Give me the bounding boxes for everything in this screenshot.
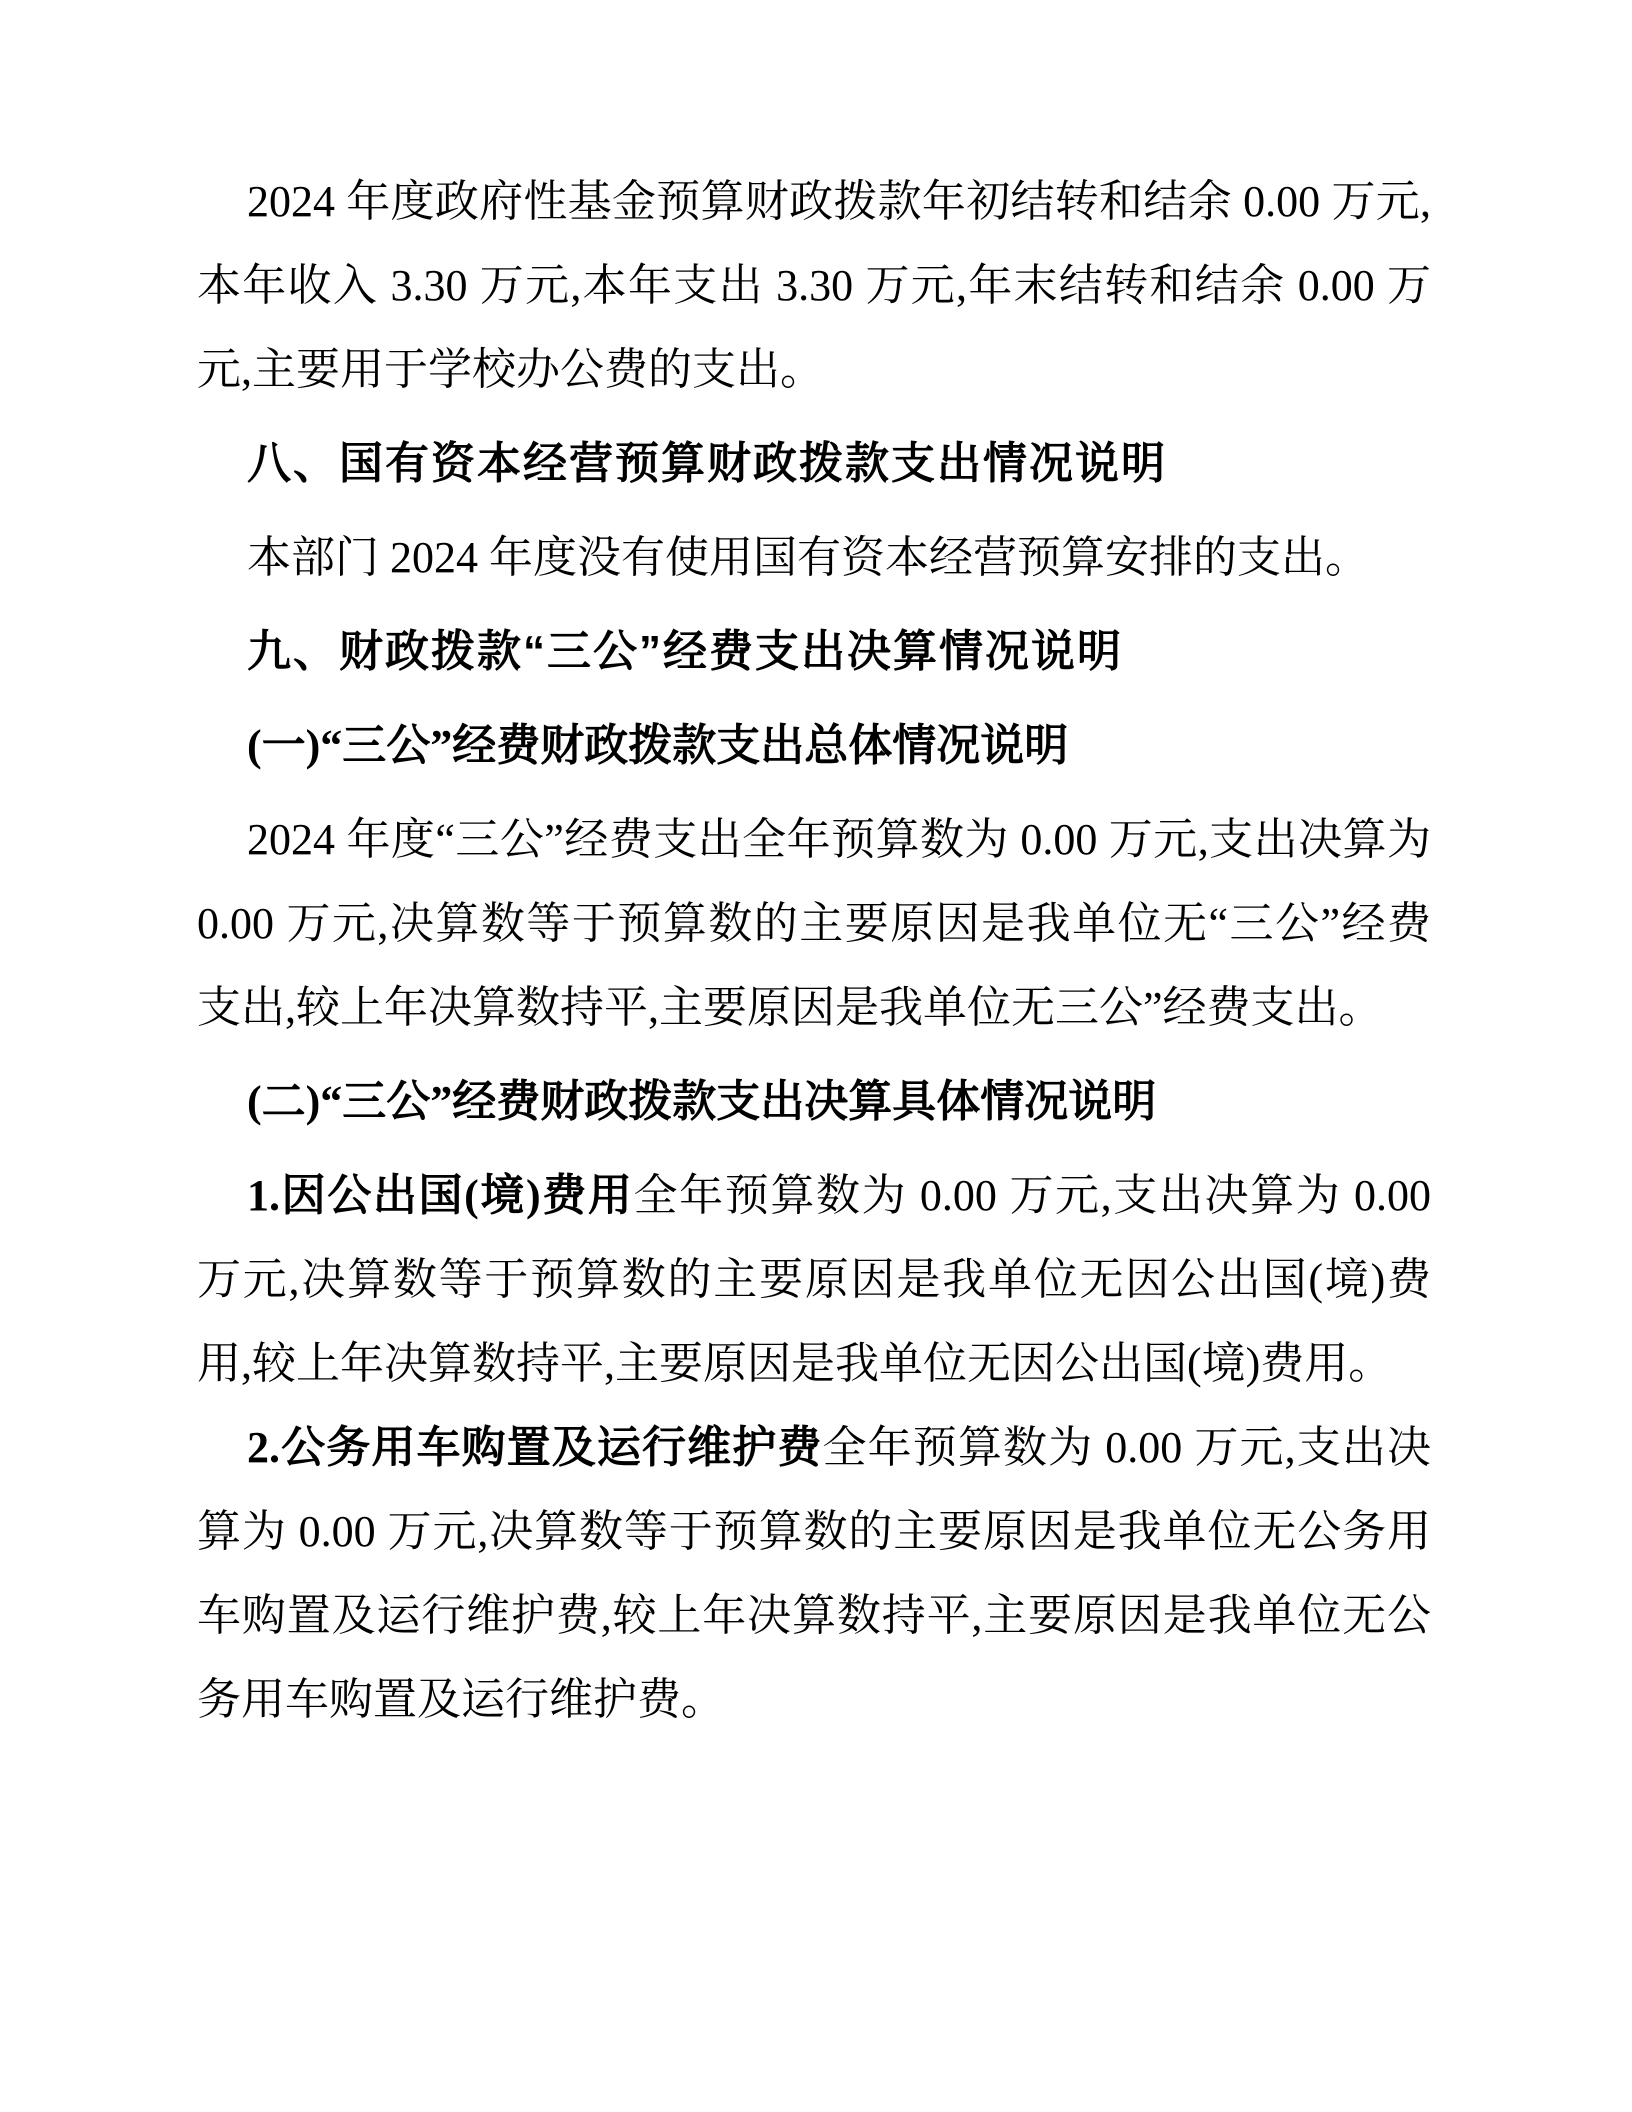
document-content (197, 160, 1431, 1742)
subheading-9-1-overall-situation: (一)“三公”经费财政拨款支出总体情况说明 (247, 721, 1069, 770)
heading-section-8-state-capital: 八、国有资本经营预算财政拨款支出情况说明 (247, 439, 1167, 488)
heading-section-9-three-public-funds: 九、财政拨款“三公”经费支出决算情况说明 (247, 627, 1123, 676)
paragraph-official-vehicle (197, 1406, 1431, 1742)
paragraph-three-public-overall: 2024 年度“三公”经费支出全年预算数为 0.00 万元,支出决算为 0.00 万元,决算数等于预算数的主要原因是我单位无“三公”经费支出,较上年决算数持平,主要原因是我单位无三公”经费支出。 (197, 815, 1431, 1032)
paragraph-overseas-travel-text: 全年预算数为 0.00 万元,支出决算为 0.00 万元,决算数等于预算数的主要原因是我单位无因公出国(境)费用,较上年决算数持平,主要原因是我单位无因公出国(境)费用。 (197, 1171, 1432, 1388)
subheading-9-2-specific-situation: (二)“三公”经费财政拨款支出决算具体情况说明 (247, 1077, 1157, 1126)
paragraph-state-capital-statement: 本部门 2024 年度没有使用国有资本经营预算安排的支出。 (247, 533, 1369, 582)
paragraph-official-vehicle-text: 全年预算数为 0.00 万元,支出决算为 0.00 万元,决算数等于预算数的主要原因是我单位无公务用车购置及运行维护费,较上年决算数持平,主要原因是我单位无公务用车购置及运行维护费。 (197, 1423, 1431, 1724)
paragraph-overseas-travel-lead: 1.因公出国(境)费用 (247, 1171, 634, 1220)
paragraph-official-vehicle-lead: 2.公务用车购置及运行维护费 (247, 1423, 823, 1472)
paragraph-overseas-travel (197, 1154, 1431, 1406)
paragraph-gov-fund-appropriation: 2024 年度政府性基金预算财政拨款年初结转和结余 0.00 万元,本年收入 3.30 万元,本年支出 3.30 万元,年末结转和结余 0.00 万元,主要用于学校办公费的支出。 (197, 177, 1431, 394)
